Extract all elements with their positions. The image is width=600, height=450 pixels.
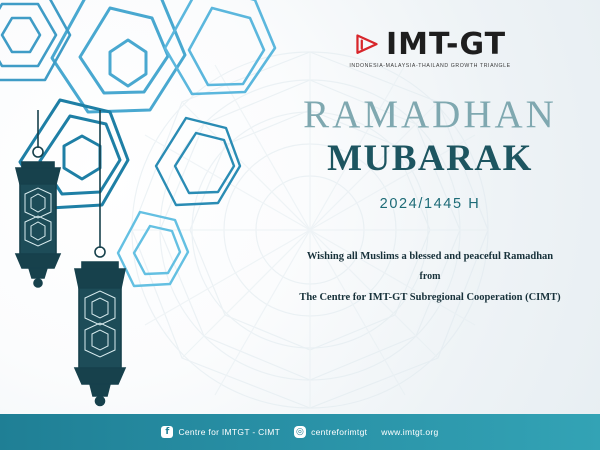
website-link[interactable]: www.imtgt.org bbox=[381, 427, 439, 437]
message-line-2: The Centre for IMT-GT Subregional Cooperation (CIMT) bbox=[299, 292, 561, 304]
instagram-icon: ◎ bbox=[296, 427, 305, 437]
year-label: 2024/1445 H bbox=[379, 196, 481, 213]
imt-gt-mark-icon bbox=[354, 32, 380, 58]
islamic-geometric-pattern bbox=[0, 0, 290, 300]
ramadan-lantern-icon bbox=[0, 110, 190, 410]
logo-tagline: INDONESIA-MALAYSIA-THAILAND GROWTH TRIANGLE bbox=[349, 63, 511, 69]
facebook-label: Centre for IMTGT - CIMT bbox=[178, 427, 281, 437]
message-block bbox=[270, 246, 590, 308]
instagram-label: centreforimtgt bbox=[311, 427, 368, 437]
facebook-handle[interactable] bbox=[161, 426, 280, 438]
message-from: from bbox=[419, 271, 441, 283]
message-line-1: Wishing all Muslims a blessed and peaceful Ramadhan bbox=[306, 251, 554, 263]
facebook-icon: f bbox=[161, 426, 173, 438]
title-line-2: MUBARAK bbox=[327, 137, 533, 179]
title-line-1: RAMADHAN bbox=[303, 93, 557, 136]
logo-wordmark: IMT-GT bbox=[385, 27, 507, 62]
social-footer bbox=[0, 414, 600, 450]
imt-gt-logo bbox=[270, 27, 590, 69]
greeting-content bbox=[270, 27, 590, 308]
instagram-handle[interactable] bbox=[294, 426, 367, 438]
